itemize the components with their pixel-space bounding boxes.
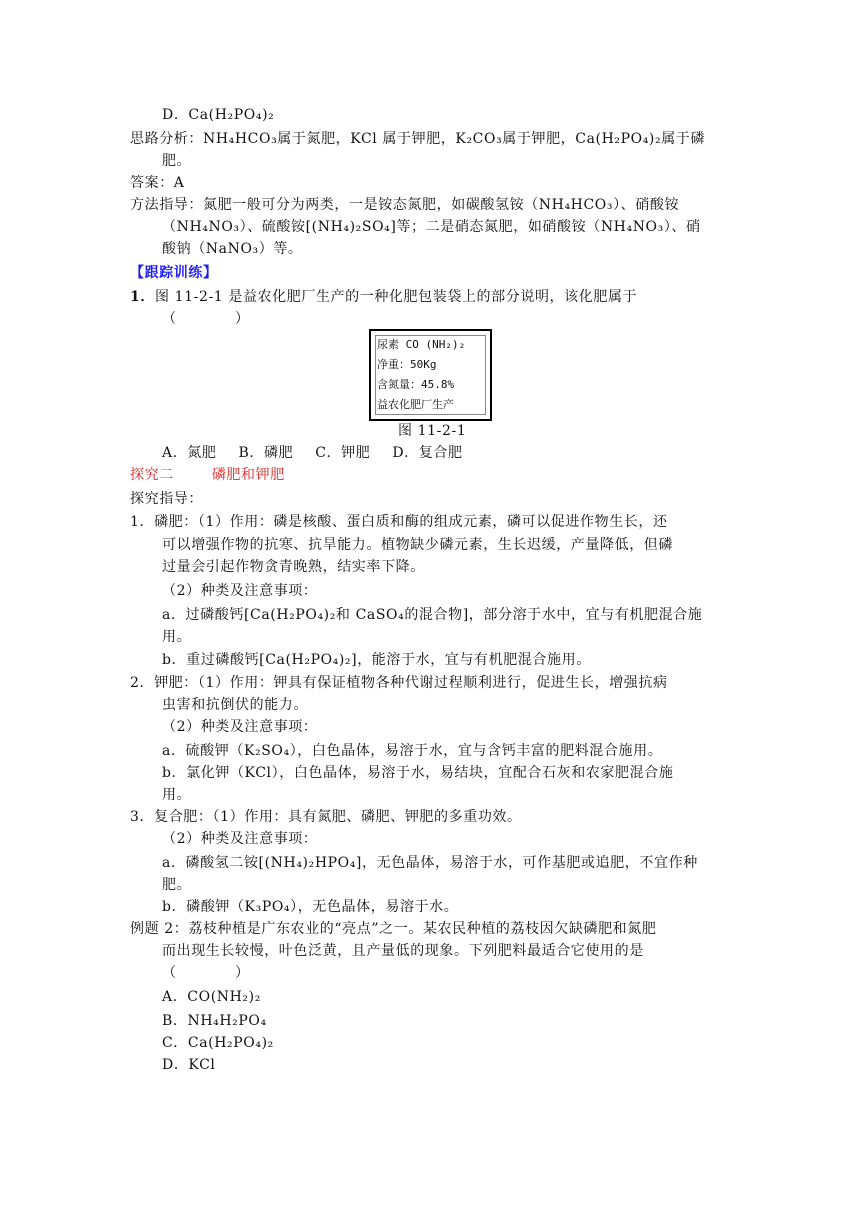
question-number: 1． xyxy=(130,289,155,305)
answer-line: 答案：A xyxy=(130,175,185,191)
compound-line: 3．复合肥：（1）作用：具有氮肥、磷肥、钾肥的多重功效。 xyxy=(130,809,522,825)
analysis-line: 思路分析：NH₄HCO₃属于氮肥，KCl 属于钾肥，K₂CO₃属于钾肥，Ca(H₂PO₄)₂属于磷 xyxy=(130,131,706,147)
phosphate-item-b: b．重过磷酸钙[Ca(H₂PO₄)₂]，能溶于水，宜与有机肥混合施用。 xyxy=(162,652,591,668)
option-d: D．复合肥 xyxy=(392,445,463,461)
phosphate-item-a-cont: 用。 xyxy=(162,629,192,645)
compound-types: （2）种类及注意事项： xyxy=(162,831,318,847)
answer-parentheses: （ ） xyxy=(162,965,250,981)
potash-line: 2．钾肥：（1）作用：钾具有保证植物各种代谢过程顺利进行，促进生长，增强抗病 xyxy=(130,675,668,691)
label-line: 益农化肥厂生产 xyxy=(377,398,454,411)
example-2-line-cont: 而出现生长较慢，叶色泛黄，且产量低的现象。下列肥料最适合它使用的是 xyxy=(162,943,644,959)
potash-item-b-cont: 用。 xyxy=(162,787,192,803)
question-text: 图 11-2-1 是益农化肥厂生产的一种化肥包装袋上的部分说明，该化肥属于 xyxy=(154,289,638,305)
example-2-option-a: A．CO(NH₂)₂ xyxy=(162,989,261,1005)
option-a: A．氮肥 xyxy=(162,445,217,461)
option-c: C．钾肥 xyxy=(315,445,371,461)
phosphate-line-cont: 过量会引起作物贪青晚熟，结实率下降。 xyxy=(162,559,425,575)
guide-heading: 探究指导： xyxy=(130,491,203,507)
example-2-option-d: D．KCl xyxy=(162,1057,216,1073)
section-title: 磷肥和钾肥 xyxy=(211,467,285,483)
potash-types: （2）种类及注意事项： xyxy=(162,719,318,735)
compound-item-b: b．磷酸钾（K₃PO₄），无色晶体，易溶于水。 xyxy=(162,899,459,915)
potash-item-b: b．氯化钾（KCl），白色晶体，易溶于水，易结块，宜配合石灰和农家肥混合施 xyxy=(162,765,674,781)
potash-item-a: a．硫酸钾（K₂SO₄），白色晶体，易溶于水，宜与含钙丰富的肥料混合施用。 xyxy=(162,743,663,759)
label-line: 含氮量：45.8% xyxy=(377,378,455,391)
potash-line-cont: 虫害和抗倒伏的能力。 xyxy=(162,697,308,713)
figure-caption: 图 11-2-1 xyxy=(398,423,467,439)
section-heading-2 xyxy=(130,464,285,486)
example-2-option-c: C．Ca(H₂PO₄)₂ xyxy=(162,1035,274,1051)
option-b: B．磷肥 xyxy=(238,445,294,461)
phosphate-types: （2）种类及注意事项： xyxy=(162,583,318,599)
method-line-cont: （NH₄NO₃）、硫酸铵[(NH₄)₂SO₄]等；二是硝态氮肥，如硝酸铵（NH₄NO₃）、硝 xyxy=(162,219,701,235)
compound-item-a-cont: 肥。 xyxy=(162,877,192,893)
example-2-line: 例题 2：荔枝种植是广东农业的“亮点”之一。某农民种植的荔枝因欠缺磷肥和氮肥 xyxy=(130,921,657,937)
example-2-option-b: B．NH₄H₂PO₄ xyxy=(162,1013,267,1029)
section-label: 探究二 xyxy=(130,467,174,483)
label-line: 尿素 CO (NH₂)₂ xyxy=(377,338,466,351)
method-line: 方法指导：氮肥一般可分为两类，一是铵态氮肥，如碳酸氢铵（NH₄HCO₃）、硝酸铵 xyxy=(130,197,680,213)
compound-item-a: a．磷酸氢二铵[(NH₄)₂HPO₄]，无色晶体，易溶于水，可作基肥或追肥，不宜作种 xyxy=(162,855,698,871)
section-heading-training: 【跟踪训练】 xyxy=(130,265,218,281)
answer-parentheses: （ ） xyxy=(162,311,250,327)
method-line-cont: 酸钠（NaNO₃）等。 xyxy=(162,241,303,257)
question-1 xyxy=(130,286,637,308)
option-d-line: D．Ca(H₂PO₄)₂ xyxy=(162,107,275,123)
analysis-line-cont: 肥。 xyxy=(162,153,192,169)
phosphate-item-a: a．过磷酸钙[Ca(H₂PO₄)₂和 CaSO₄的混合物]，部分溶于水中，宜与有机肥混合施 xyxy=(162,607,703,623)
phosphate-line-cont: 可以增强作物的抗寒、抗旱能力。植物缺少磷元素，生长迟缓，产量降低，但磷 xyxy=(162,537,673,553)
fertilizer-label-image xyxy=(369,329,492,421)
phosphate-line: 1．磷肥：（1）作用：磷是核酸、蛋白质和酶的组成元素，磷可以促进作物生长，还 xyxy=(130,514,668,530)
question-1-options xyxy=(162,442,463,464)
label-line: 净重：50Kg xyxy=(377,358,437,371)
